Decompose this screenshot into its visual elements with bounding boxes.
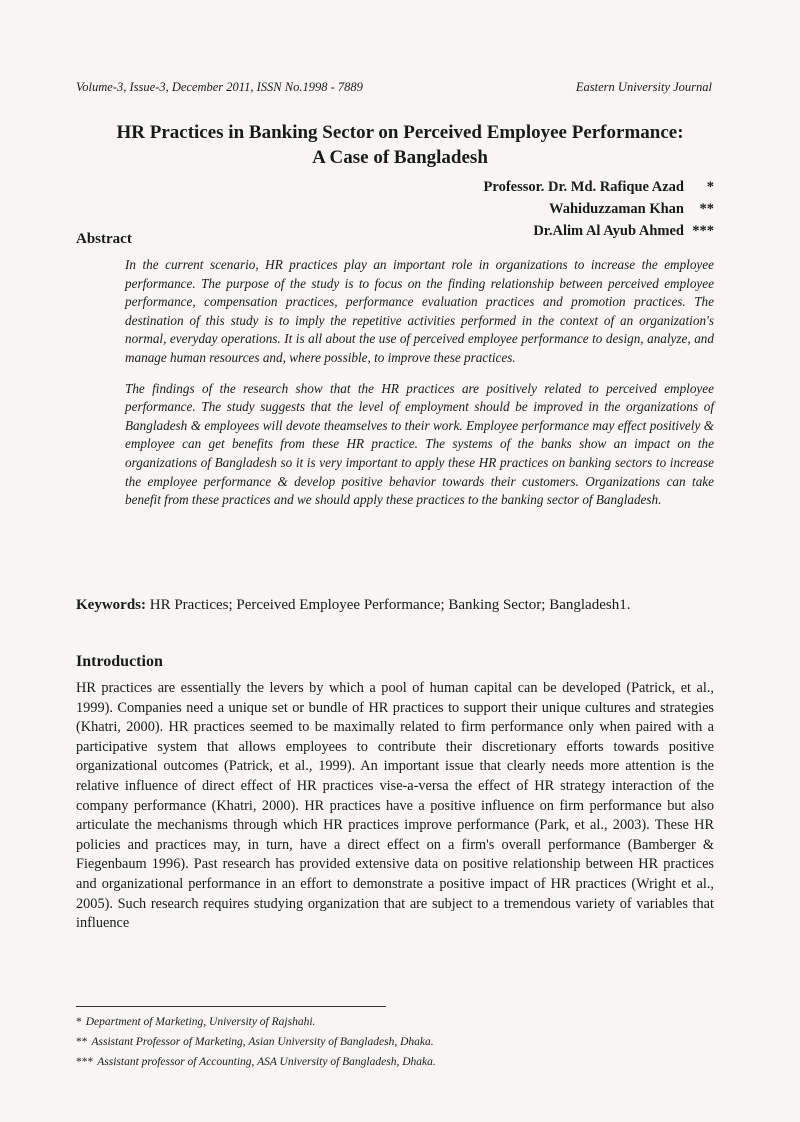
footnote-1 bbox=[76, 1012, 714, 1032]
paper-title-line-2: A Case of Bangladesh bbox=[312, 147, 488, 168]
author-list bbox=[484, 176, 714, 242]
keywords-text: HR Practices; Perceived Employee Performance; Banking Sector; Bangladesh1. bbox=[149, 597, 631, 613]
author-name: Wahiduzzaman Khan bbox=[549, 201, 684, 217]
author-name: Dr.Alim Al Ayub Ahmed bbox=[533, 223, 684, 239]
footnote-mark: *** bbox=[76, 1056, 94, 1068]
author-affiliation-mark: * bbox=[706, 179, 714, 195]
author-2 bbox=[484, 198, 714, 220]
abstract-heading: Abstract bbox=[76, 231, 132, 247]
footnote-mark: ** bbox=[76, 1036, 88, 1048]
footnote-text: Assistant Professor of Marketing, Asian University of Bangladesh, Dhaka. bbox=[91, 1036, 434, 1048]
introduction-heading: Introduction bbox=[76, 653, 163, 670]
paper-title bbox=[60, 120, 740, 170]
keywords-label: Keywords: bbox=[76, 597, 146, 613]
footnote-2 bbox=[76, 1032, 714, 1052]
introduction-body: HR practices are essentially the levers by which a pool of human capital can be developed (Patrick, et al., 1999). Companies need a unique set or bundle of HR practices to support their unique cultures and strategies (Khatri, 2000). HR practices seemed to be maximally related to firm performance only when paired with a participative system that allows employees to contribute their discretionary efforts towards positive organizational outcomes (Patrick, et al., 1999). An important issue that clearly needs more attention is the relative influence of direct effect of HR practices vise-a-versa the effect of HR strategy interaction of the company performance (Khatri, 2000). HR practices have a positive influence on firm performance but also articulate the mechanisms through which HR practices improve performance (Park, et al., 2003). These HR policies and practices may, in turn, have a direct effect on a firm's overall performance (Bamberger & Fiegenbaum 1996). Past research has provided extensive data on positive relationship between HR practices and organizational performance in an effort to demonstrate a positive impact of HR practices (Wright et al., 2005). Such research requires studying organization that are subject to a tremendous variety of variables that influence bbox=[76, 680, 714, 932]
footnote-3 bbox=[76, 1052, 714, 1072]
footnotes bbox=[76, 1012, 714, 1072]
abstract-paragraph-2: The findings of the research show that the HR practices are positively related to perceived employee performance. The study suggests that the level of employment should be improved in the organizations of Bangladesh & employees will devote theamselves to their work. Employee performance may effect positively & employee can get benefits from these HR practice. The systems of the banks show an impact on the organizations of Bangladesh so it is very important to apply these HR practices on banking sectors to increase the employee performance & develop positive behavior towards their customers. Organizations can take benefit from these practices and we should apply these practices to the banking sector of Bangladesh. bbox=[125, 380, 714, 508]
abstract-paragraph-1: In the current scenario, HR practices play an important role in organizations to increase the employee performance. The purpose of the study is to focus on the finding relationship between perceived employee performance, compensation practices, performance evaluation practices and promotion practices. The destination of this study is to imply the repetitive activities performed in the context of an organization's normal, everyday operations. It is all about the use of perceived employee performance to design, analyze, and manage human resources and, where possible, to improve these practices. bbox=[125, 257, 714, 365]
keywords bbox=[76, 595, 714, 615]
header-volume-info: Volume-3, Issue-3, December 2011, ISSN No.1998 - 7889 bbox=[76, 80, 363, 94]
author-affiliation-mark: *** bbox=[692, 223, 714, 239]
author-3 bbox=[484, 220, 714, 242]
running-header bbox=[76, 80, 712, 95]
footnote-divider bbox=[76, 1006, 386, 1007]
author-name: Professor. Dr. Md. Rafique Azad bbox=[483, 179, 684, 195]
footnote-text: Department of Marketing, University of Rajshahi. bbox=[85, 1016, 316, 1028]
footnote-mark: * bbox=[76, 1016, 82, 1028]
abstract-body bbox=[125, 256, 714, 522]
author-affiliation-mark: ** bbox=[699, 201, 714, 217]
author-1 bbox=[484, 176, 714, 198]
header-journal-name: Eastern University Journal bbox=[575, 80, 712, 94]
footnote-text: Assistant professor of Accounting, ASA University of Bangladesh, Dhaka. bbox=[97, 1056, 436, 1068]
paper-title-line-1: HR Practices in Banking Sector on Perceived Employee Performance: bbox=[116, 122, 684, 143]
